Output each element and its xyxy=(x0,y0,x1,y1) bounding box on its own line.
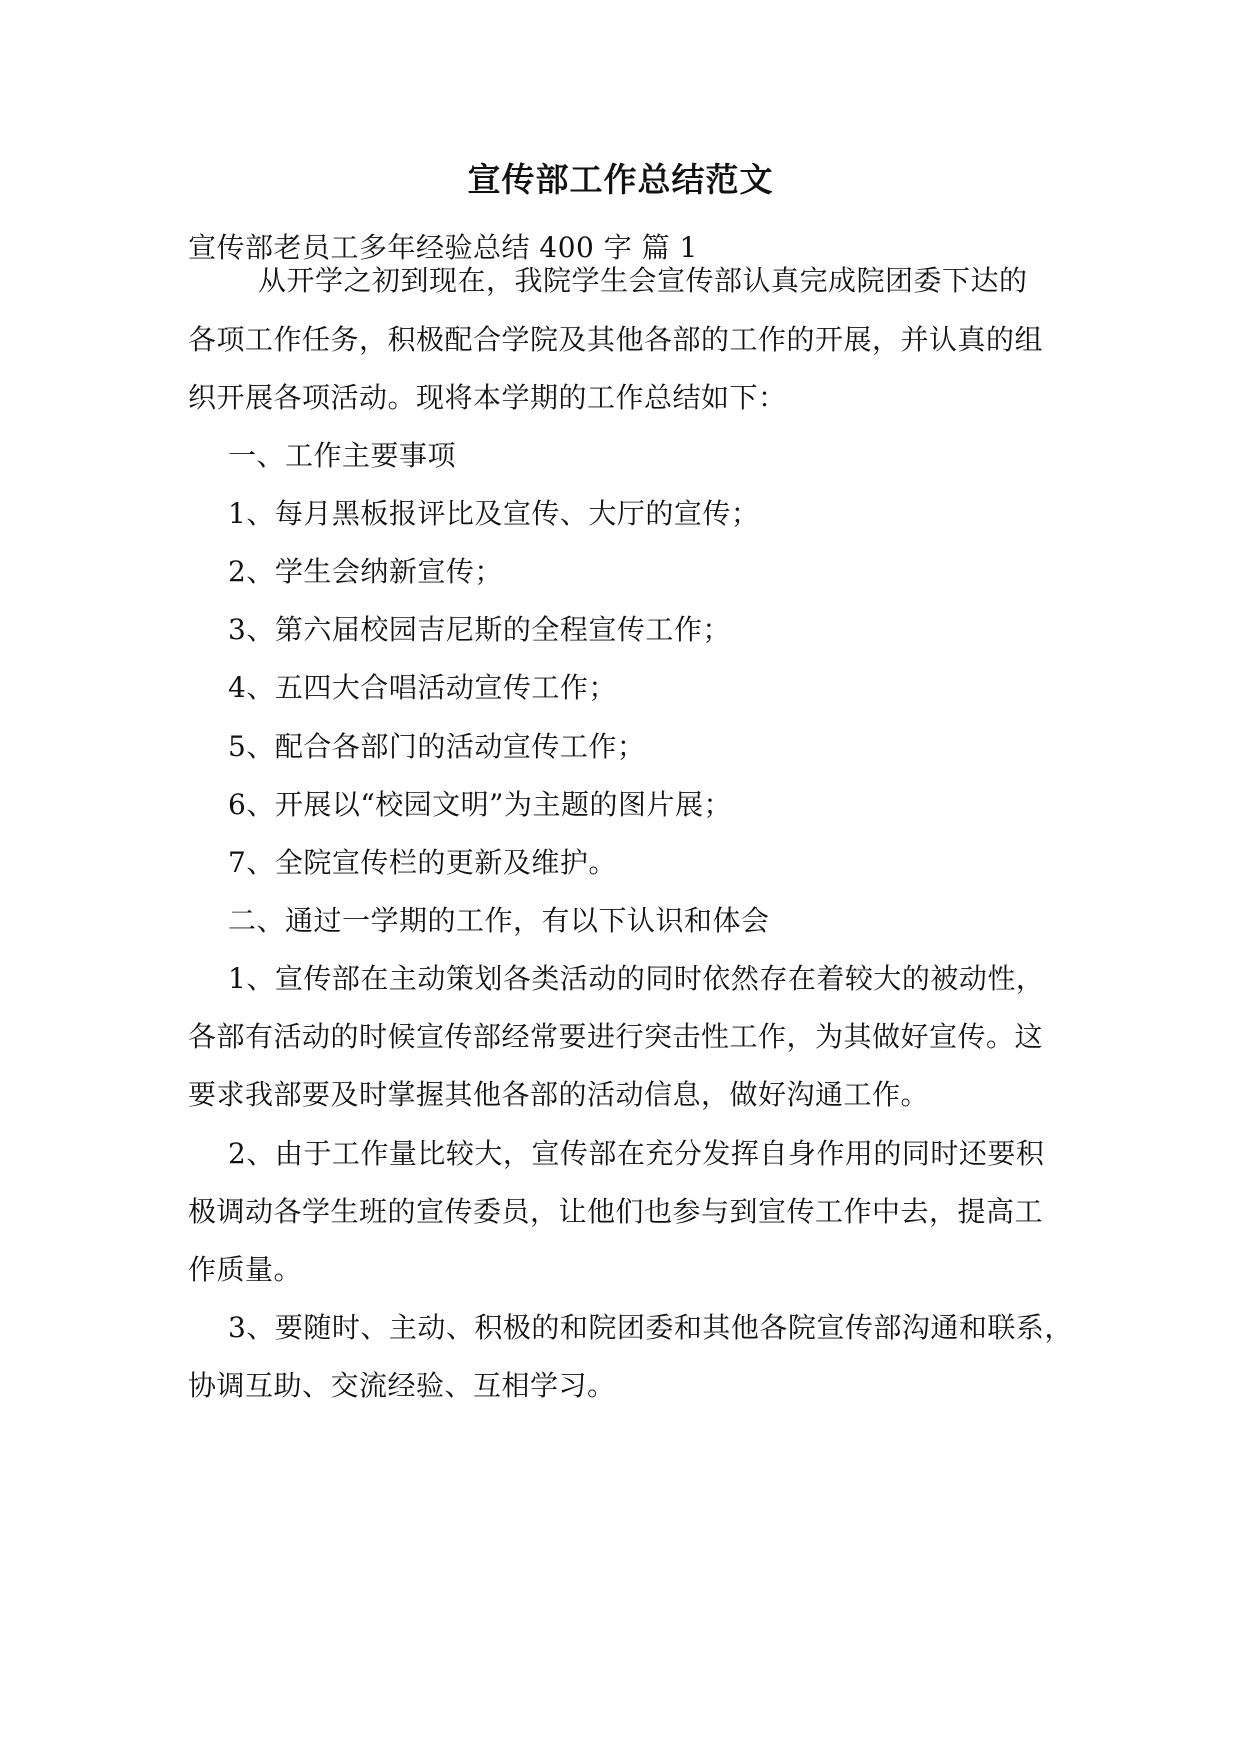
list-item: 1、每月黑板报评比及宣传、大厅的宣传； xyxy=(228,497,760,530)
paragraph-line: 作质量。 xyxy=(188,1253,303,1286)
paragraph-line: 要求我部要及时掌握其他各部的活动信息，做好沟通工作。 xyxy=(188,1078,930,1111)
paragraph-line: 织开展各项活动。现将本学期的工作总结如下： xyxy=(188,381,787,414)
section-heading: 一、工作主要事项 xyxy=(228,439,457,472)
paragraph-line: 从开学之初到现在，我院学生会宣传部认真完成院团委下达的 xyxy=(258,264,1028,297)
list-item: 3、第六届校园吉尼斯的全程宣传工作； xyxy=(228,613,731,646)
paragraph-line: 各项工作任务，积极配合学院及其他各部的工作的开展，并认真的组 xyxy=(188,323,1044,356)
list-item: 7、全院宣传栏的更新及维护。 xyxy=(228,846,617,879)
list-item: 6、开展以“校园文明”为主题的图片展； xyxy=(228,788,732,821)
paragraph-line: 2、由于工作量比较大，宣传部在充分发挥自身作用的同时还要积 xyxy=(228,1137,1045,1170)
paragraph-line: 极调动各学生班的宣传委员，让他们也参与到宣传工作中去，提高工 xyxy=(188,1195,1044,1228)
paragraph-line: 1、宣传部在主动策划各类活动的同时依然存在着较大的被动性， xyxy=(228,962,1045,995)
document-subtitle: 宣传部老员工多年经验总结 400 字 篇 1 xyxy=(188,231,698,264)
document-title: 宣传部工作总结范文 xyxy=(467,160,774,199)
list-item: 4、五四大合唱活动宣传工作； xyxy=(228,671,617,704)
paragraph-line: 协调互助、交流经验、互相学习。 xyxy=(188,1369,616,1402)
section-heading: 二、通过一学期的工作，有以下认识和体会 xyxy=(228,904,770,937)
list-item: 2、学生会纳新宣传； xyxy=(228,555,503,588)
paragraph-line: 各部有活动的时候宣传部经常要进行突击性工作，为其做好宣传。这 xyxy=(188,1020,1044,1053)
paragraph-line: 3、要随时、主动、积极的和院团委和其他各院宣传部沟通和联系， xyxy=(228,1311,1073,1344)
list-item: 5、配合各部门的活动宣传工作； xyxy=(228,730,646,763)
